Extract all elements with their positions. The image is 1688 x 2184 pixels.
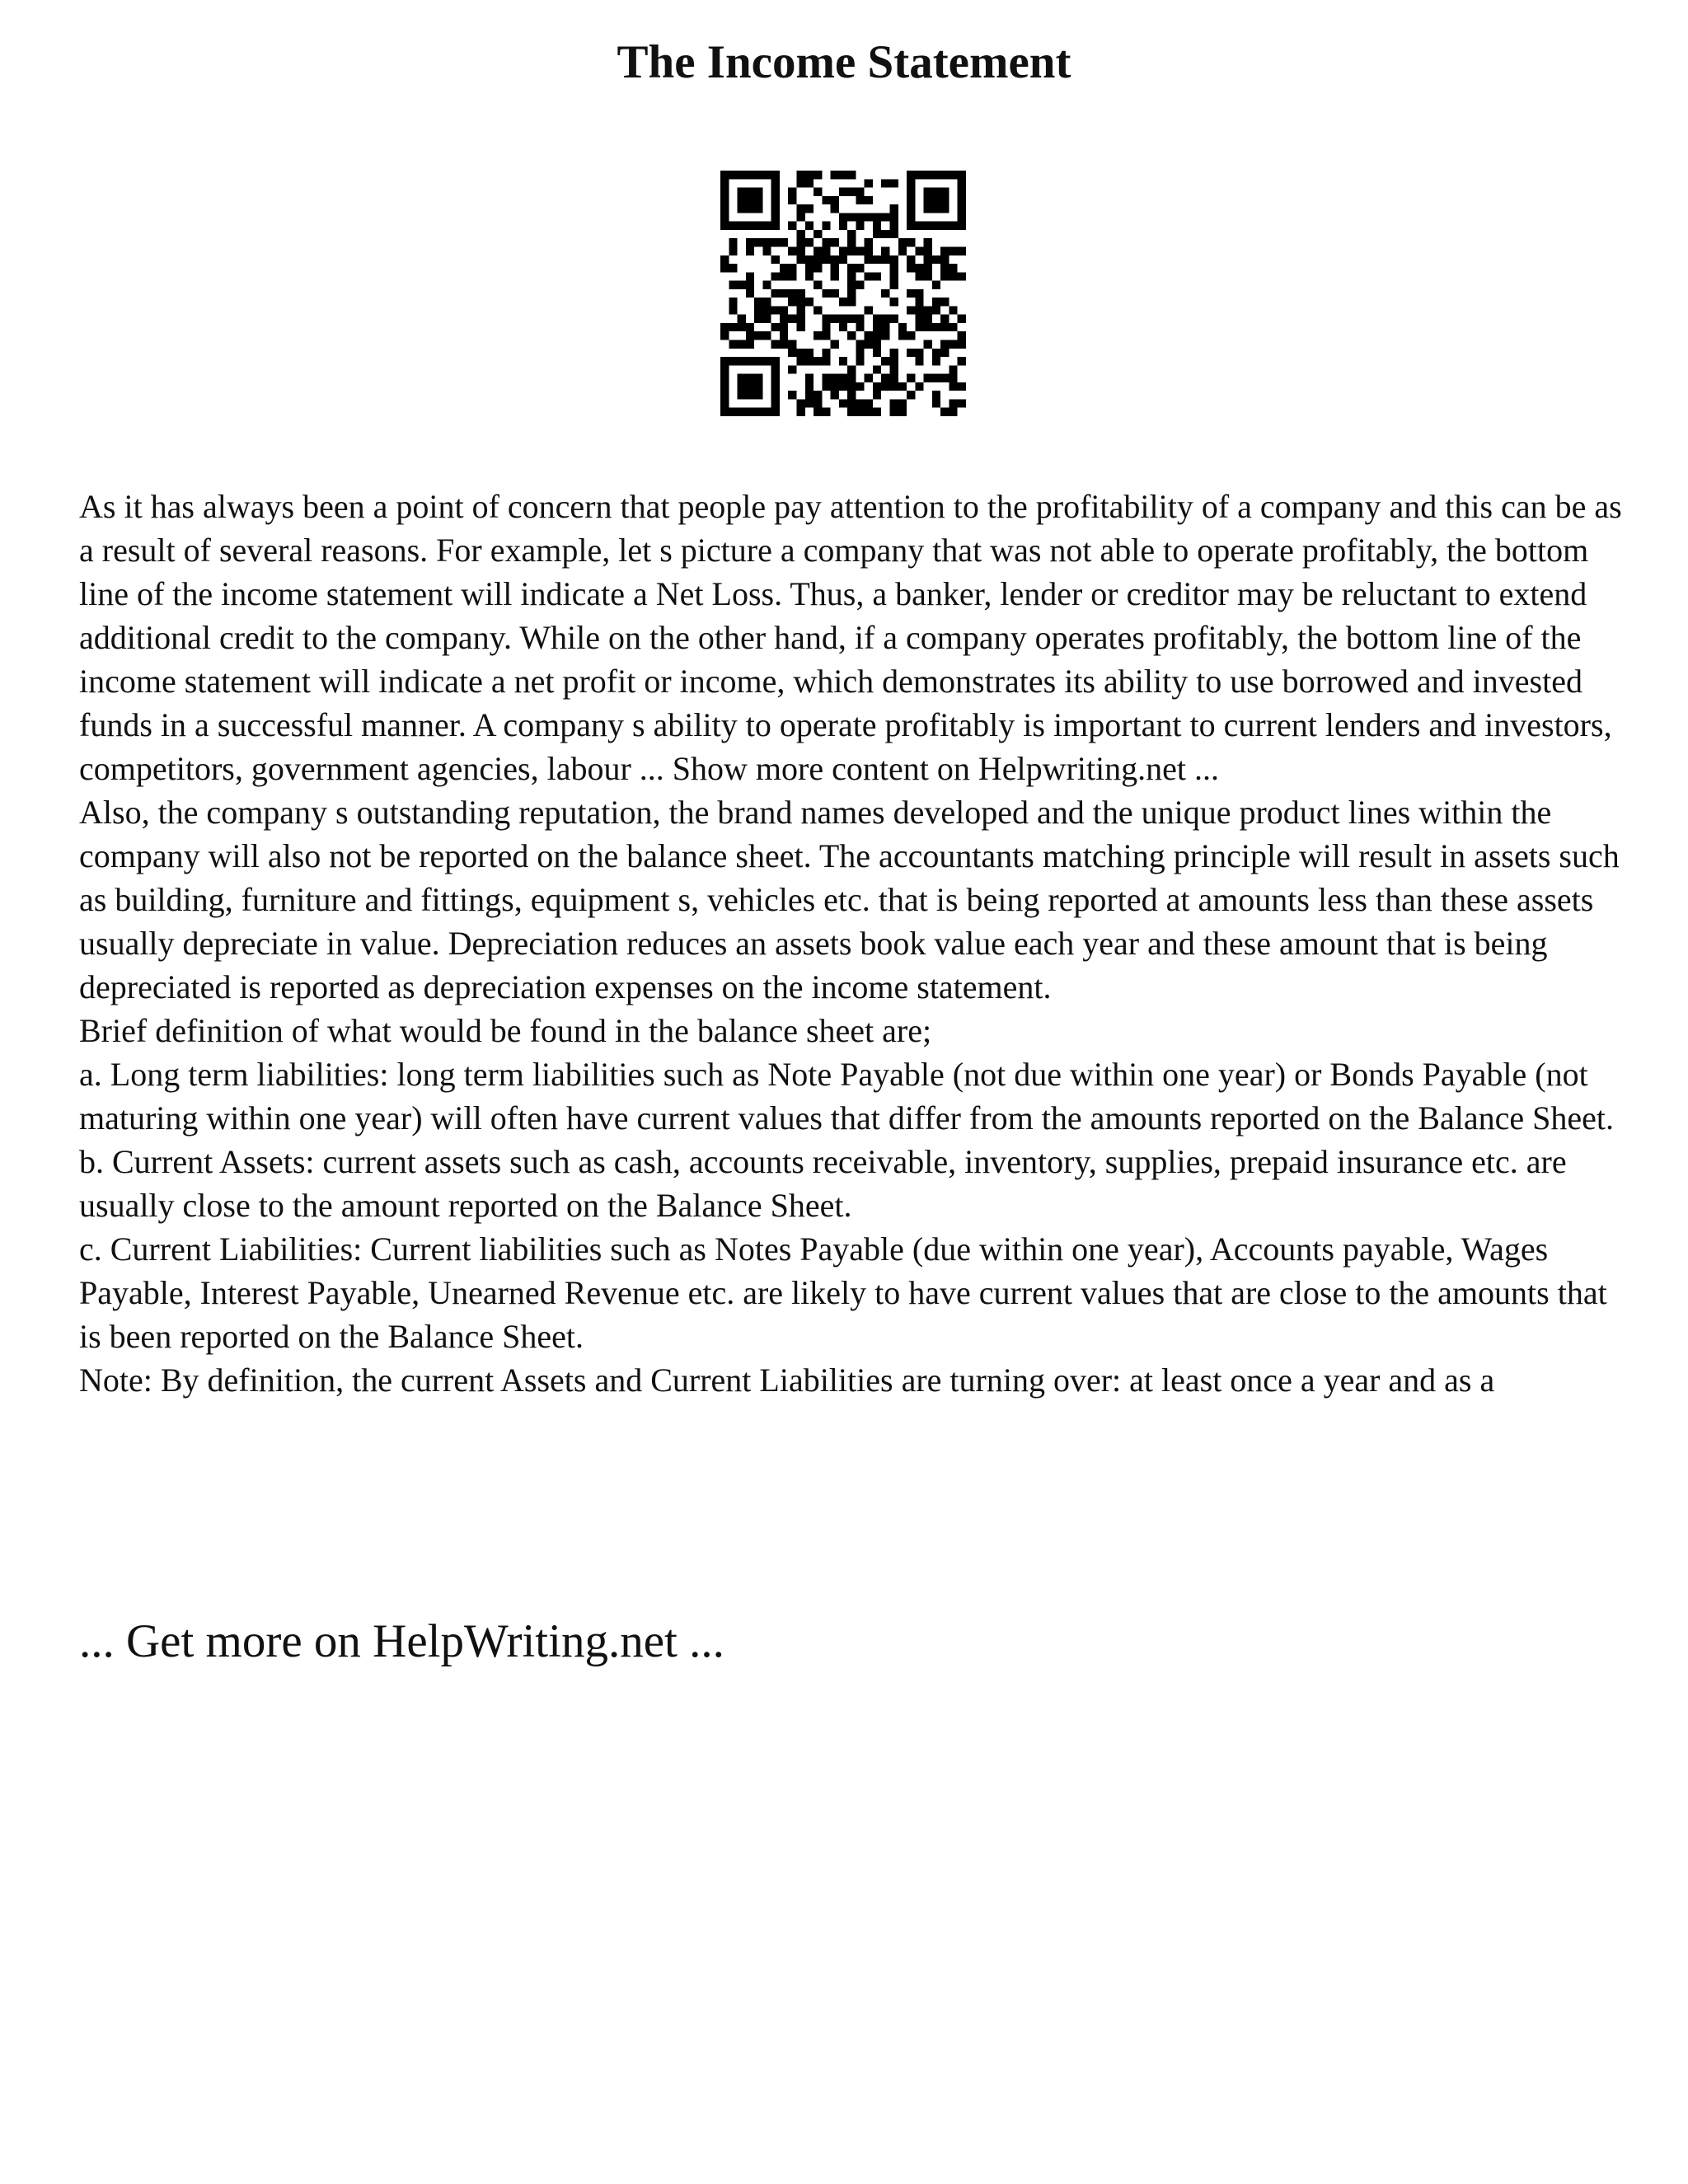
qr-code-icon <box>720 171 966 416</box>
paragraph-definitions-intro: Brief definition of what would be found in the balance sheet are; <box>79 1012 932 1049</box>
paragraph-intro: As it has always been a point of concern that people pay attention to the profitability of a company and this can be as a result of several reasons. For example, let s picture a company that was not able to operate profitably, the bottom line of the income statement will indicate a Net Loss. Thus, a banker, lender or creditor may be reluctant to extend additional credit to the company. While on the other hand, if a company operates profitably, the bottom line of the income statement will indicate a net profit or income, which demonstrates its ability to use borrowed and invested funds in a successful manner. A company s ability to operate profitably is important to current lenders and investors, competitors, government agencies, labour ... Show more content on Helpwriting.net ... <box>79 488 1622 787</box>
paragraph-note: Note: By definition, the current Assets and Current Liabilities are turning over: at least once a year and as a <box>79 1361 1495 1399</box>
page-title: The Income Statement <box>617 36 1071 88</box>
paragraph-current-assets: b. Current Assets: current assets such as cash, accounts receivable, inventory, supplies, prepaid insurance etc. are usually close to the amount reported on the Balance Sheet. <box>79 1143 1567 1224</box>
article-body <box>79 485 1629 1402</box>
paragraph-current-liabilities: c. Current Liabilities: Current liabilities such as Notes Payable (due within one year), Accounts payable, Wages Payable, Interest Payable, Unearned Revenue etc. are likely to have current values that are close to the amounts that is been reported on the Balance Sheet. <box>79 1230 1607 1355</box>
paragraph-long-term-liabilities: a. Long term liabilities: long term liabilities such as Note Payable (not due within one year) or Bonds Payable (not maturing within one year) will often have current values that differ from the amounts reported on the Balance Sheet. <box>79 1056 1614 1137</box>
get-more-link[interactable]: ... Get more on HelpWriting.net ... <box>79 1615 724 1667</box>
paragraph-reputation: Also, the company s outstanding reputation, the brand names developed and the unique product lines within the company will also not be reported on the balance sheet. The accountants matching principle will result in assets such as building, furniture and fittings, equipment s, vehicles etc. that is being reported at amounts less than these assets usually depreciate in value. Depreciation reduces an assets book value each year and these amount that is being depreciated is reported as depreciation expenses on the income statement. <box>79 794 1620 1005</box>
